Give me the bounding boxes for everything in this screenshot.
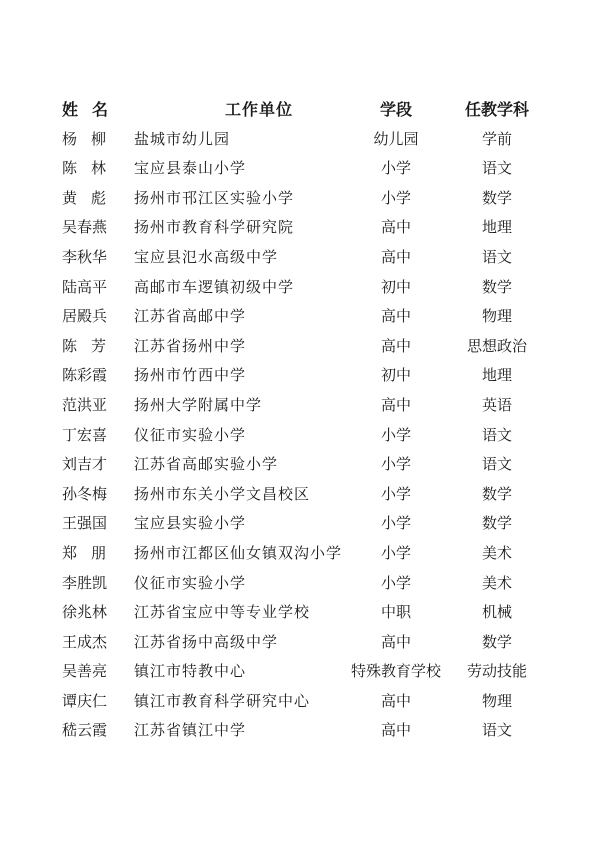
school-stage: 小学: [380, 484, 411, 503]
teaching-subject: 数学: [481, 632, 512, 651]
teacher-name: 吴善亮: [62, 662, 108, 681]
school-stage: 高中: [380, 336, 411, 355]
work-unit: 仪征市实验小学: [134, 573, 247, 592]
work-unit: 江苏省扬州中学: [134, 336, 247, 355]
teaching-subject: 学前: [481, 129, 512, 148]
teacher-name: 李秋华: [62, 247, 108, 266]
table-body: [0, 125, 600, 746]
teacher-name: 陈芳: [62, 336, 121, 355]
work-unit: 江苏省镇江中学: [134, 721, 247, 740]
teaching-subject: 语文: [481, 159, 512, 178]
header-stage: 学段: [379, 100, 412, 119]
work-unit: 扬州市邗江区实验小学: [134, 188, 295, 207]
work-unit: 扬州市竹西中学: [134, 366, 247, 385]
table-row: [0, 569, 600, 599]
teacher-name: 嵇云霞: [62, 721, 108, 740]
school-stage: 高中: [380, 721, 411, 740]
header-subject: 任教学科: [464, 100, 529, 119]
teaching-subject: 地理: [481, 218, 512, 237]
work-unit: 江苏省高邮中学: [134, 307, 247, 326]
teacher-name: 陈林: [62, 159, 121, 178]
teacher-name: 王成杰: [62, 632, 108, 651]
table-row: [0, 480, 600, 510]
school-stage: 幼儿园: [373, 129, 419, 148]
table-row: [0, 391, 600, 421]
work-unit: 宝应县实验小学: [134, 514, 247, 533]
teaching-subject: 数学: [481, 514, 512, 533]
teaching-subject: 劳动技能: [466, 662, 527, 681]
teaching-subject: 地理: [481, 366, 512, 385]
work-unit: 扬州市东关小学文昌校区: [134, 484, 311, 503]
work-unit: 扬州市江都区仙女镇双沟小学: [134, 543, 343, 562]
school-stage: 小学: [380, 573, 411, 592]
table-row: [0, 184, 600, 214]
work-unit: 江苏省高邮实验小学: [134, 455, 279, 474]
school-stage: 中职: [380, 603, 411, 622]
work-unit: 镇江市教育科学研究中心: [134, 691, 311, 710]
teacher-name: 孙冬梅: [62, 484, 108, 503]
teacher-name: 刘吉才: [62, 455, 108, 474]
teaching-subject: 机械: [481, 603, 512, 622]
teaching-subject: 思想政治: [466, 336, 527, 355]
table-row: [0, 125, 600, 155]
teacher-name: 谭庆仁: [62, 691, 108, 710]
work-unit: 江苏省宝应中等专业学校: [134, 603, 311, 622]
school-stage: 小学: [380, 514, 411, 533]
school-stage: 高中: [380, 691, 411, 710]
work-unit: 高邮市车逻镇初级中学: [134, 277, 295, 296]
table-header-row: [0, 95, 600, 125]
table-row: [0, 657, 600, 687]
work-unit: 江苏省扬中高级中学: [134, 632, 279, 651]
teaching-subject: 数学: [481, 484, 512, 503]
teacher-name: 居殿兵: [62, 307, 108, 326]
school-stage: 特殊教育学校: [350, 662, 441, 681]
teacher-name: 郑朋: [62, 543, 121, 562]
work-unit: 盐城市幼儿园: [134, 129, 231, 148]
table-row: [0, 716, 600, 746]
table-row: [0, 154, 600, 184]
teacher-name: 李胜凯: [62, 573, 108, 592]
header-name: 姓名: [62, 100, 123, 119]
teaching-subject: 英语: [481, 395, 512, 414]
school-stage: 初中: [380, 366, 411, 385]
table-row: [0, 539, 600, 569]
school-stage: 高中: [380, 247, 411, 266]
table-row: [0, 450, 600, 480]
table-row: [0, 598, 600, 628]
teaching-subject: 美术: [481, 543, 512, 562]
school-stage: 高中: [380, 218, 411, 237]
work-unit: 仪征市实验小学: [134, 425, 247, 444]
school-stage: 高中: [380, 395, 411, 414]
table-row: [0, 628, 600, 658]
school-stage: 初中: [380, 277, 411, 296]
table-row: [0, 213, 600, 243]
teaching-subject: 美术: [481, 573, 512, 592]
table-row: [0, 687, 600, 717]
school-stage: 小学: [380, 425, 411, 444]
teacher-name: 徐兆林: [62, 603, 108, 622]
teacher-name: 吴春燕: [62, 218, 108, 237]
table-row: [0, 361, 600, 391]
teaching-subject: 语文: [481, 425, 512, 444]
teacher-name: 王强国: [62, 514, 108, 533]
school-stage: 小学: [380, 188, 411, 207]
work-unit: 镇江市特教中心: [134, 662, 247, 681]
work-unit: 扬州市教育科学研究院: [134, 218, 295, 237]
table-row: [0, 509, 600, 539]
school-stage: 小学: [380, 455, 411, 474]
table-row: [0, 332, 600, 362]
work-unit: 宝应县泰山小学: [134, 159, 247, 178]
teaching-subject: 数学: [481, 277, 512, 296]
teaching-subject: 语文: [481, 721, 512, 740]
table-row: [0, 273, 600, 303]
teacher-name: 陈彩霞: [62, 366, 108, 385]
table-row: [0, 421, 600, 451]
teacher-name: 陆高平: [62, 277, 108, 296]
teacher-table: [0, 95, 600, 746]
header-unit: 工作单位: [224, 100, 293, 119]
teacher-name: 范洪亚: [62, 395, 108, 414]
teacher-name: 丁宏喜: [62, 425, 108, 444]
teaching-subject: 物理: [481, 307, 512, 326]
teaching-subject: 物理: [481, 691, 512, 710]
school-stage: 小学: [380, 543, 411, 562]
school-stage: 高中: [380, 632, 411, 651]
work-unit: 宝应县氾水高级中学: [134, 247, 279, 266]
teacher-name: 黄彪: [62, 188, 121, 207]
table-row: [0, 243, 600, 273]
teacher-name: 杨柳: [62, 129, 121, 148]
school-stage: 高中: [380, 307, 411, 326]
table-row: [0, 302, 600, 332]
school-stage: 小学: [380, 159, 411, 178]
teaching-subject: 数学: [481, 188, 512, 207]
teaching-subject: 语文: [481, 247, 512, 266]
teaching-subject: 语文: [481, 455, 512, 474]
work-unit: 扬州大学附属中学: [134, 395, 263, 414]
